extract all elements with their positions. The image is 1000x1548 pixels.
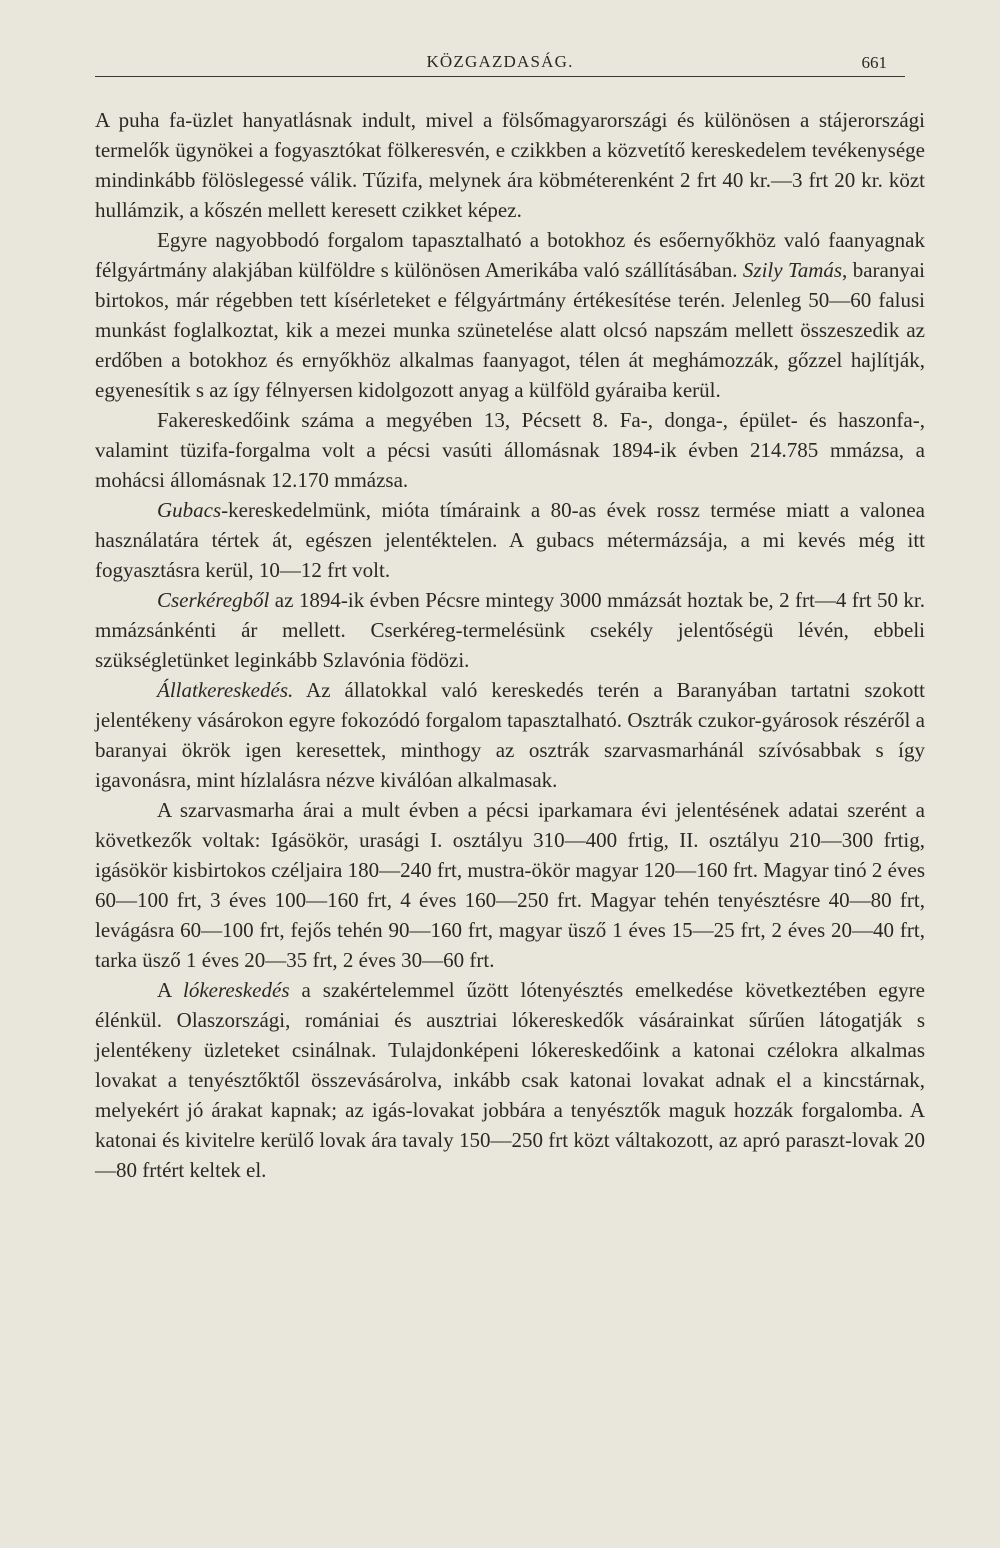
- paragraph-puha-fa: A puha fa-üzlet hanyatlásnak indult, mivel a fölsőmagyarországi és különösen a stájerországi termelők ügynökei a fogyasztókat fölkeresvén, e czikkben a közvetítő kereskedelem tevékenysége mindinkább fölöslegessé válik. Tűzifa, melynek ára köbméterenként 2 frt 40 kr.—3 frt 20 kr. közt hullámzik, a kőszén mellett keresett czikket képez.: [95, 108, 925, 222]
- page-number: 661: [861, 53, 887, 72]
- term-lokereskedes: lókereskedés: [183, 978, 290, 1002]
- paragraph-allatkereskedes: Állatkereskedés. Az állatokkal való kereskedés terén a Baranyában tartatni szokott jelentékeny vásárokon egyre fokozódó forgalom tapasztalható. Osztrák czukor-gyárosok részéről a baranyai ökrök igen keresettek, minthogy az osztrák szarvasmarhánál szívósabbak s így igavonásra, mint hízlalásra nézve kiválóan alkalmasak.: [95, 678, 925, 792]
- running-title: KÖZGAZDASÁG.: [426, 52, 574, 71]
- body-text: [95, 105, 925, 1185]
- paragraph-cserkereg: Cserkéregből az 1894-ik évben Pécsre mintegy 3000 mmázsát hoztak be, 2 frt—4 frt 50 kr. mmázsánkénti ár mellett. Cserkéreg-termelésünk csekély jelentőségü lévén, ebbeli szükségletünket leginkább Szlavónia födözi.: [95, 588, 925, 672]
- paragraph-lokereskedes: A lókereskedés a szakértelemmel űzött lótenyésztés emelkedése következtében egyre élénkül. Olaszországi, romániai és ausztriai lókereskedők vásárainkat sűrűen látogatják s jelentékeny üzleteket csinálnak. Tulajdonképeni lókereskedőink a katonai czélokra alkalmas lovakat a tenyésztőktől összevásárolva, inkább csak katonai lovakat adnak el a kincstárnak, melyekért jó árakat kapnak; az igás-lovakat jobbára a tenyésztők maguk hozzák forgalomba. A katonai és kivitelre kerülő lovak ára tavaly 150—250 frt közt váltakozott, az apró paraszt-lovak 20—80 frtért keltek el.: [95, 978, 925, 1182]
- paragraph-fakereskedok: Fakereskedőink száma a megyében 13, Pécsett 8. Fa-, donga-, épület- és haszonfa-, valamint tüzifa-forgalma volt a pécsi vasúti állomásnak 1894-ik évben 214.785 mmázsa, a mohácsi állomásnak 12.170 mmázsa.: [95, 408, 925, 492]
- running-header: [95, 46, 905, 77]
- term-allatkereskedes: Állatkereskedés.: [157, 678, 294, 702]
- person-name: Szily Tamás: [742, 258, 843, 282]
- paragraph-szarvasmarha: A szarvasmarha árai a mult évben a pécsi iparkamara évi jelentésének adatai szerént a következők voltak: Igásökör, urasági I. osztályu 310—400 frtig, II. osztályu 210—300 frtig, igásökör kisbirtokos czéljaira 180—240 frt, mustra-ökör magyar 120—160 frt. Magyar tinó 2 éves 60—100 frt, 3 éves 100—160 frt, 4 éves 160—250 frt. Magyar tehén tenyésztésre 40—80 frt, levágásra 60—100 frt, fejős tehén 90—160 frt, magyar üsző 1 éves 15—25 frt, 2 éves 20—40 frt, tarka üsző 1 éves 20—35 frt, 2 éves 30—60 frt.: [95, 798, 925, 972]
- term-cserkereg: Cserkéregből: [157, 588, 270, 612]
- paragraph-botok: Egyre nagyobbodó forgalom tapasztalható a botokhoz és esőernyőkhöz való faanyagnak félgyártmány alakjában külföldre s különösen Amerikába való szállításában. Szily Tamás, baranyai birtokos, már régebben tett kísérleteket e félgyártmány értékesítése terén. Jelenleg 50—60 falusi munkást foglalkoztat, kik a mezei munka szünetelése alatt olcsó napszám mellett összeszedik az erdőben a botokhoz és ernyőkhöz alkalmas faanyagot, télen át meghámozzák, gőzzel hajlítják, egyenesítik s az így félnyersen kidolgozott anyag a külföld gyáraiba kerül.: [95, 228, 925, 402]
- term-gubacs: Gubacs: [157, 498, 222, 522]
- paragraph-gubacs: Gubacs-kereskedelmünk, mióta tímáraink a 80-as évek rossz termése miatt a valonea használatára tértek át, egészen jelentéktelen. A gubacs métermázsája, a mi kevés még itt fogyasztásra kerül, 10—12 frt volt.: [95, 498, 925, 582]
